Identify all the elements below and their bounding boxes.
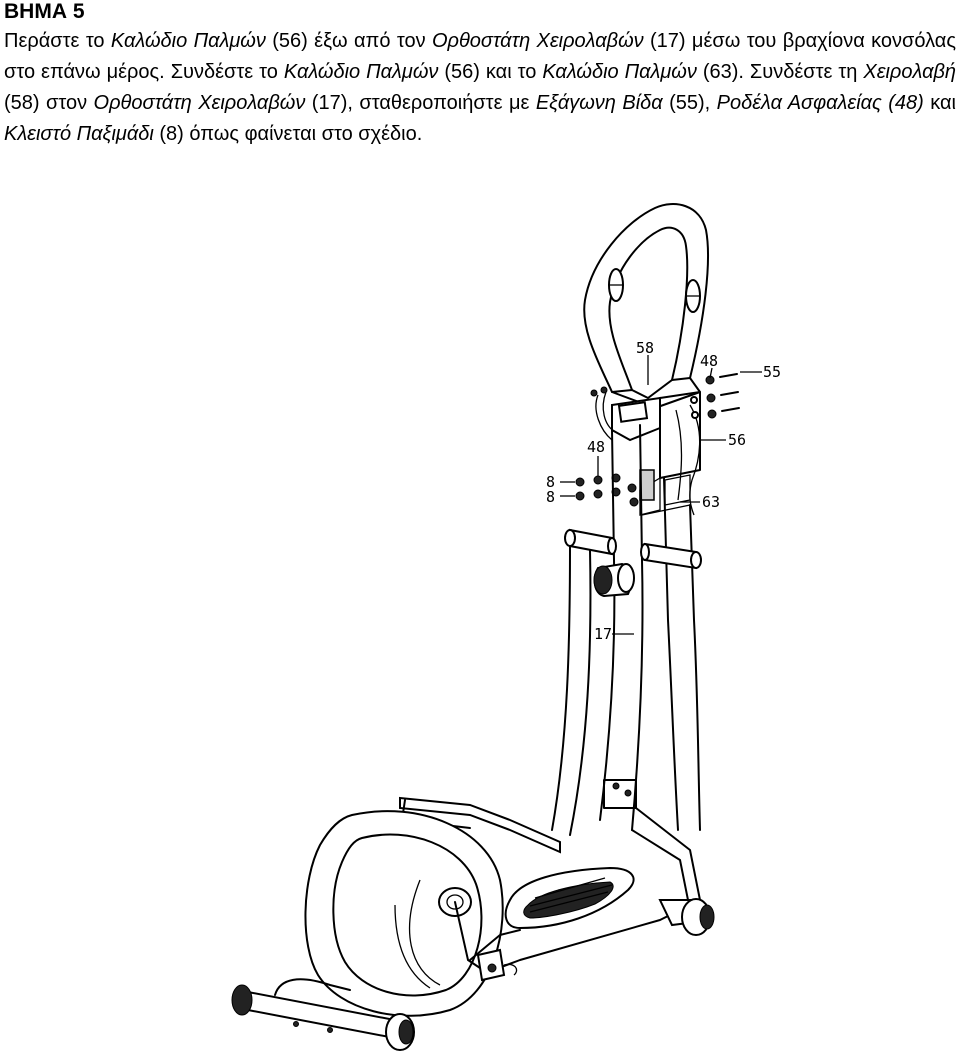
instr-seg: Περάστε το <box>4 30 111 52</box>
instr-seg-italic: Ροδέλα Ασφαλείας (48) <box>716 92 924 114</box>
instr-seg: (58) στον <box>4 92 94 114</box>
fasteners-lower-drawing <box>576 470 654 506</box>
pivot-tube-drawing <box>565 530 701 568</box>
instr-seg-italic: Ορθοστάτη Χειρολαβών <box>431 30 644 52</box>
elliptical-assembly-diagram <box>0 190 960 1056</box>
instr-seg-italic: Κλειστό Παξιμάδι <box>4 123 154 145</box>
callout-58: 58 <box>636 339 655 357</box>
instr-seg-italic: Εξάγωνη Βίδα <box>535 92 663 114</box>
pedal-drawing <box>506 868 634 928</box>
instr-seg: (17) μέσω του βραχίονα κονσόλας στο επάνω μέρος. Συνδέστε το <box>4 30 957 83</box>
instr-seg: (56) και το <box>438 61 543 83</box>
instr-seg: (8) όπως φαίνεται στο σχέδιο. <box>153 123 423 145</box>
instructions-paragraph <box>4 26 956 150</box>
instr-seg: (63). Συνδέστε τη <box>696 61 864 83</box>
instr-seg-italic: Καλώδιο Παλμών <box>283 61 439 83</box>
callout-8-b: 8 <box>546 488 556 506</box>
callout-63: 63 <box>702 493 721 511</box>
callout-48-top: 48 <box>700 352 719 370</box>
instr-seg: (55), <box>662 92 717 114</box>
console-bracket-drawing <box>591 387 660 440</box>
instr-seg: (17), σταθεροποιήστε με <box>305 92 536 114</box>
tension-knob-drawing <box>594 564 634 596</box>
step-title: ΒΗΜΑ 5 <box>4 0 85 23</box>
callout-56: 56 <box>728 431 747 449</box>
instr-seg: (56) έξω από τον <box>265 30 432 52</box>
callout-48-mid: 48 <box>587 438 606 456</box>
flywheel-shroud-drawing <box>305 811 502 1016</box>
moving-arm-drawing <box>552 546 590 835</box>
instr-seg-italic: Ορθοστάτη Χειρολαβών <box>93 92 306 114</box>
callout-55: 55 <box>763 363 782 381</box>
callout-17: 17 <box>594 625 613 643</box>
instr-seg-italic: Καλώδιο Παλμών <box>542 61 697 83</box>
handlebar-drawing <box>584 204 708 408</box>
instr-seg: και <box>923 92 956 114</box>
instr-seg-italic: Καλώδιο Παλμών <box>110 30 266 52</box>
fasteners-top-drawing <box>691 374 739 418</box>
instr-seg-italic: Χειρολαβή <box>863 61 957 83</box>
callout-8-a: 8 <box>546 473 556 491</box>
